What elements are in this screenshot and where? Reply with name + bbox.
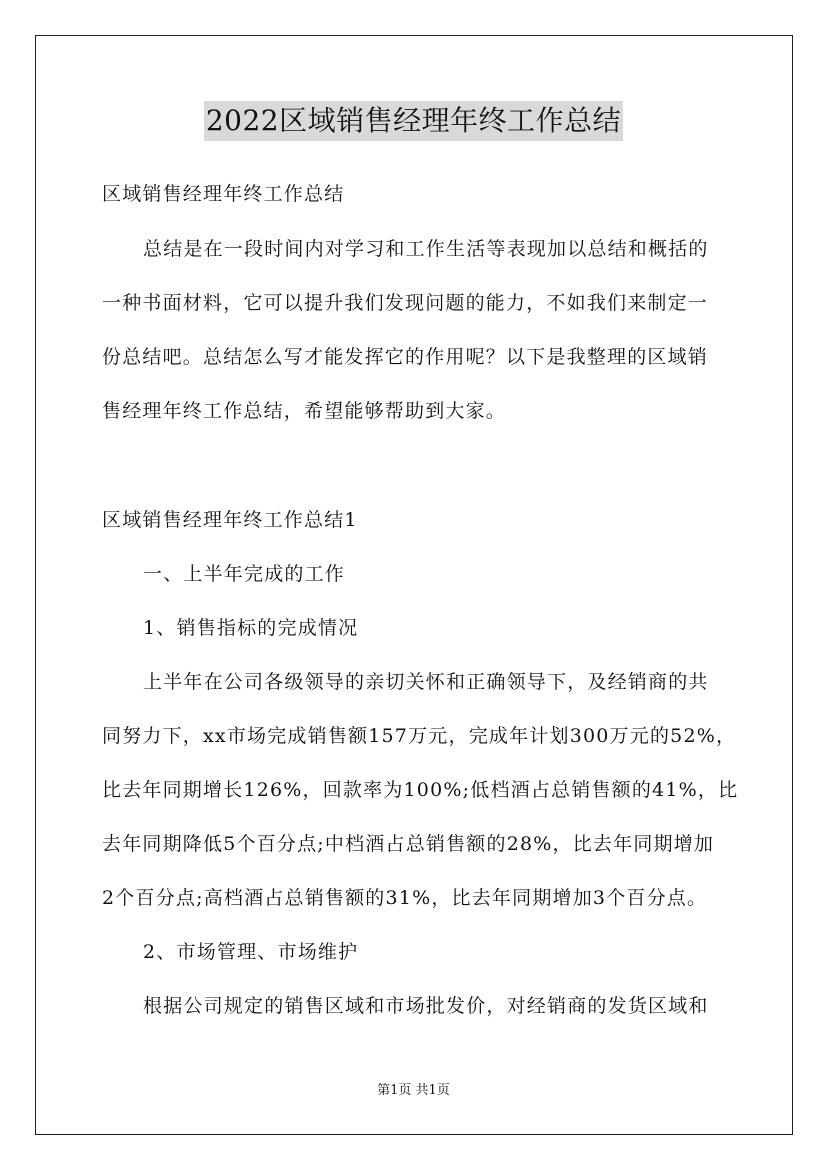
section1-heading: 区域销售经理年终工作总结1 (102, 509, 358, 531)
item2-line-1: 根据公司规定的销售区域和市场批发价，对经销商的发货区域和 (143, 995, 709, 1017)
subtitle: 区域销售经理年终工作总结 (102, 183, 345, 205)
item1-line-3: 比去年同期增长126%，回款率为100%;低档酒占总销售额的41%，比 (102, 779, 739, 801)
intro-line-3: 份总结吧。总结怎么写才能发挥它的作用呢？以下是我整理的区域销 (102, 346, 709, 368)
title-container (0, 101, 827, 141)
item1-heading: 1、销售指标的完成情况 (143, 617, 359, 639)
item1-line-1: 上半年在公司各级领导的亲切关怀和正确领导下，及经销商的共 (143, 671, 709, 693)
intro-line-2: 一种书面材料，它可以提升我们发现问题的能力，不如我们来制定一 (102, 292, 709, 314)
intro-line-4: 售经理年终工作总结，希望能够帮助到大家。 (102, 400, 507, 422)
intro-line-1: 总结是在一段时间内对学习和工作生活等表现加以总结和概括的 (143, 238, 709, 260)
item1-line-5: 2个百分点;高档酒占总销售额的31%，比去年同期增加3个百分点。 (102, 887, 708, 909)
item1-line-4: 去年同期降低5个百分点;中档酒占总销售额的28%，比去年同期增加 (102, 833, 715, 855)
item2-heading: 2、市场管理、市场维护 (143, 941, 359, 963)
item1-line-2: 同努力下，xx市场完成销售额157万元，完成年计划300万元的52%， (102, 725, 737, 747)
document-title: 2022区域销售经理年终工作总结 (204, 101, 623, 141)
part1-heading: 一、上半年完成的工作 (143, 563, 346, 585)
page-footer: 第1页 共1页 (377, 1083, 450, 1098)
